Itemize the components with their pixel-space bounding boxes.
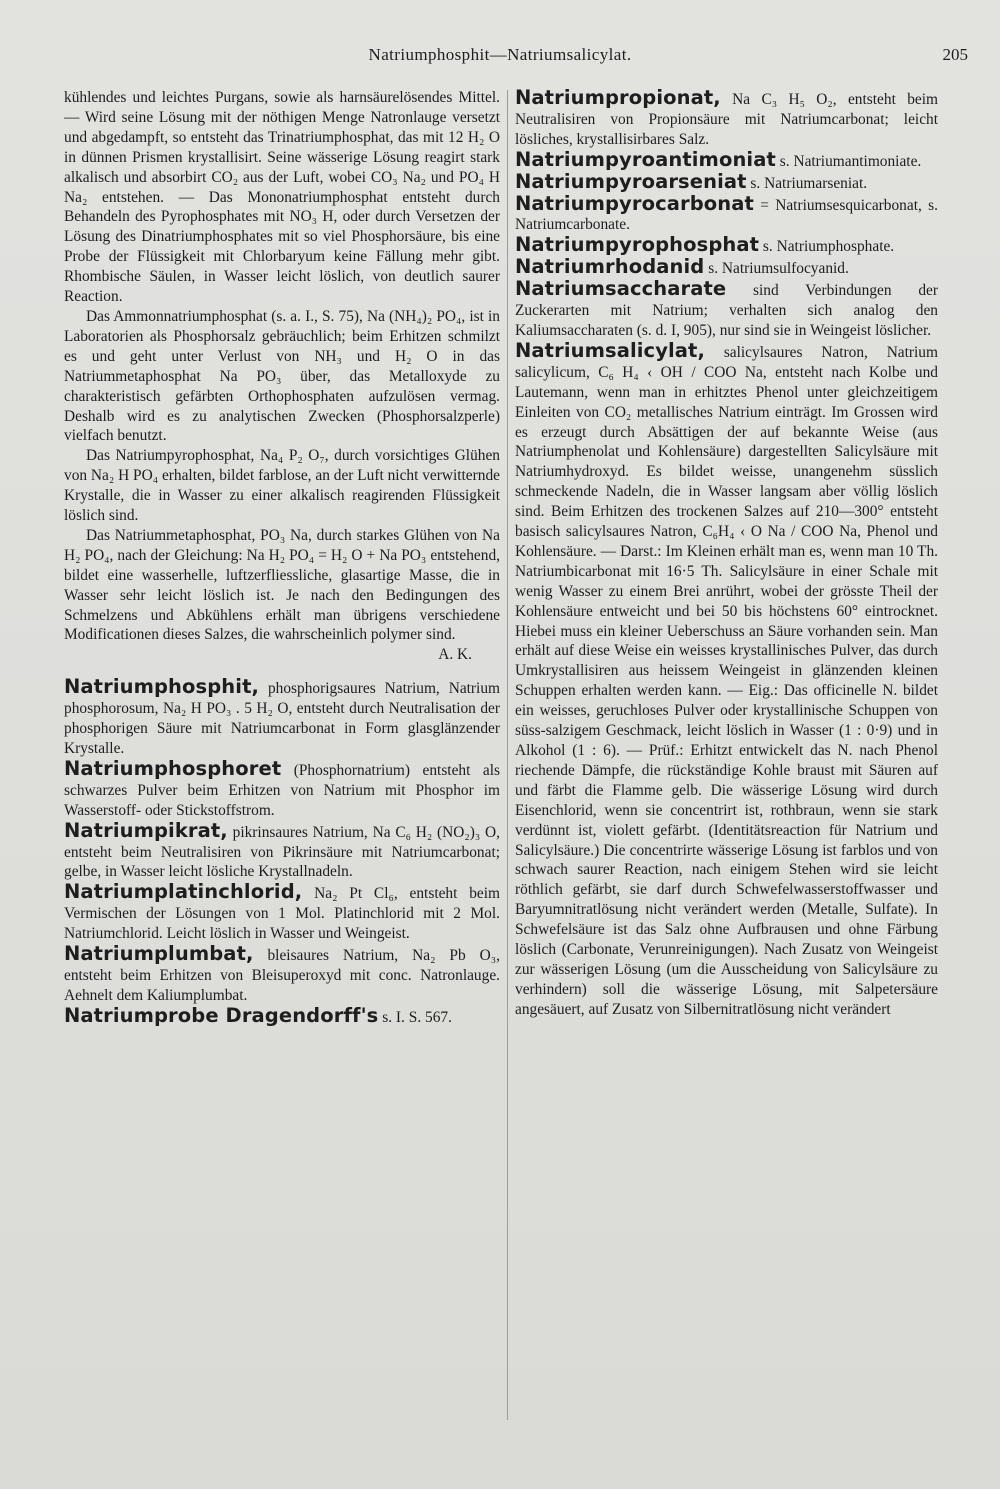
entry-headword: Natriumpropionat, [515, 88, 721, 109]
entry-body: pikrinsaures Natrium, Na C₆ H₂ (NO₂)₃ O, entsteht beim Neutralisiren von Pikrinsäure mit Natriumcarbonat; gelbe, in Wasser leicht lösliche Krystallnadeln. [64, 823, 500, 881]
entry-body: s. Natriumsulfocyanid. [708, 260, 849, 278]
entry-headword: Natriumpyroantimoniat [515, 147, 776, 171]
entry-natriumsalicylat [515, 338, 938, 1020]
paragraph-natriummetaphosphat: Das Natriummetaphosphat, PO₃ Na, durch starkes Glühen von Na H₂ PO₄, nach der Gleichung: Na H₂ PO₄ = H₂ O + Na PO₃ entstehend, bildet eine wasserhelle, luftzerfliessliche, glasartige Masse, die in Wasser sehr leicht löslich ist. Je nach den Bedingungen des Schmelzens und Abkühlens erhält man übrigens verschiedene Modificationen dieses Salzes, die wahrscheinlich polymer sind. [64, 526, 500, 644]
entry-natriumpyroarseniat [515, 169, 938, 194]
entry-headword: Natriumplumbat, [64, 942, 254, 966]
entry-natriumrhodanid [515, 257, 938, 279]
entry-natriumpyrophosphat [515, 235, 938, 257]
page-number: 205 [942, 45, 968, 64]
entry-body: s. Natriumantimoniate. [779, 152, 922, 170]
entry-headword: Natriumplatinchlorid, [64, 880, 303, 904]
entry-body: = Natriumsesquicarbonat, s. Natriumcarbonate. [515, 196, 938, 234]
entry-body: (Phosphornatrium) entsteht als schwarzes Pulver beim Erhitzen von Natrium mit Phosphor im Wasserstoff- oder Stickstoffstrom. [64, 761, 500, 819]
entry-body: s. Natriumphosphate. [762, 238, 895, 256]
entry-natriumplumbat [64, 944, 500, 1006]
entry-body: Na C₃ H₅ O₂, entsteht beim Neutralisiren von Propionsäure mit Natriumcarbonat; leicht lösliches, krystallisirbares Salz. [515, 91, 938, 148]
entry-headword: Natriumrhodanid [515, 255, 705, 279]
entry-body: bleisaures Natrium, Na₂ Pb O₃, entsteht beim Erhitzen von Bleisuperoxyd mit conc. Natronlauge. Aehnelt dem Kaliumplumbat. [64, 947, 500, 1004]
column-divider [507, 90, 508, 1420]
entry-body: s. I. S. 567. [382, 1008, 452, 1026]
entry-natriumprobe [64, 1003, 500, 1028]
paragraph-ammonnatriumphosphat: Das Ammonnatriumphosphat (s. a. I., S. 75), Na (NH₄)₂ PO₄, ist in Laboratorien als Phosphorsalz gebräuchlich; beim Erhitzen schmilzt es und geht unter Verlust von NH₃ und H₂ O in das Natriummetaphosphat Na PO₃ über, das Metalloxyde zu charakteristisch gefärbten Orthophosphaten aufzulösen vermag. Deshalb wird es zu analytischen Zwecken (Phosphorsalzperle) vielfach benutzt. [64, 307, 500, 445]
entry-body: s. Natriumarseniat. [750, 174, 868, 192]
running-title: Natriumphosphit—Natriumsalicylat. [368, 45, 632, 64]
entry-headword: Natriumphosphoret [64, 756, 282, 780]
paragraph-natriumpyrophosphat: Das Natriumpyrophosphat, Na₄ P₂ O₇, durch vorsichtiges Glühen von Na₂ H PO₄ erhalten, bildet farblose, an der Luft nicht verwitternde Krystalle, die in Wasser zu einer alkalisch reagirenden Flüssigkeit löslich sind. [64, 447, 500, 525]
entry-headword: Natriumpyrophosphat [515, 233, 760, 257]
entry-natriumpikrat [64, 818, 500, 883]
entry-natriumphosphit [64, 677, 500, 759]
entry-headword: Natriumpikrat, [64, 818, 228, 842]
entry-headword: Natriumprobe Dragendorff's [64, 1003, 379, 1027]
entry-natriumsaccharate [515, 279, 938, 341]
entry-natriumpyrocarbonat [515, 191, 938, 236]
entry-headword: Natriumsaccharate [515, 277, 727, 301]
entry-natriumplatinchlorid [64, 882, 500, 944]
author-signature: A. K. [438, 646, 472, 664]
entry-headword: Natriumpyroarseniat [515, 169, 747, 193]
entry-natriumpropionat [515, 88, 938, 150]
entry-natriumphosphoret [64, 756, 500, 821]
entry-headword: Natriumpyrocarbonat [515, 191, 754, 215]
right-column [515, 88, 938, 1428]
entry-body: sind Verbindungen der Zuckerarten mit Natrium; verhalten sich analog den Kaliumsaccharaten (s. d. I, 905), nur sind sie in Weingeist löslicher. [515, 282, 938, 339]
paragraph-trinatriumphosphat: kühlendes und leichtes Purgans, sowie als harnsäurelösendes Mittel. — Wird seine Lösung mit der nöthigen Menge Natronlauge versetzt und abgedampft, so entsteht das Trinatriumphosphat, das mit 12 H₂ O in dünnen Prismen krystallisirt. Seine wässerige Lösung reagirt stark alkalisch und absorbirt CO₂ aus der Luft, wobei CO₃ Na₂ und PO₄ H Na₂ entstehen. — Das Mononatriumphosphat entsteht durch Behandeln des Pyrophosphates mit NO₃ H, oder durch Versetzen der Lösung des Dinatriumphosphates mit so viel Phosphorsäure, bis eine Probe der Flüssigkeit mit Chlorbaryum keine Fällung mehr gibt. Rhombische Säulen, in Wasser leicht löslich, von deutlich saurer Reaction. [64, 89, 500, 306]
page-header [0, 45, 1000, 71]
entry-natriumpyroantimoniat [515, 147, 938, 172]
entry-headword: Natriumsalicylat, [515, 338, 705, 362]
entry-body: salicylsaures Natron, Natrium salicylicum, C₆ H₄ ‹ OH / COO Na, entsteht nach Kolbe und Lautemann, wenn man in erhitztes Phenol unter gleichzeitigem Einleiten von CO₂ metallisches Natrium einträgt. Im Grossen wird es erzeugt durch Absättigen der auf bekannte Weise (aus Natriumphenolat und Kohlensäure) dargestellten Salicylsäure mit Natriumhydroxyd. Es bildet weisse, unangenehm süsslich schmeckende Nadeln, die in Wasser langsam aber völlig löslich sind. Beim Erhitzen des trockenen Salzes auf 210—300° entsteht basisch salicylsaures Natron, C₆H₄ ‹ O Na / COO Na, Phenol und Kohlensäure. — Darst.: Im Kleinen erhält man es, wenn man 10 Th. Natriumbicarbonat mit 16·5 Th. Salicylsäure in einer Schale mit wenig Wasser zu einem Brei anrührt, wobei der grösste Theil der Kohlensäure entweicht und bei 50 bis höchstens 60° eintrocknet. Hiebei muss ein kleiner Ueberschuss an Säure vorhanden sein. Man erhält auf diese Weise ein weisses krystallinisches Pulver, das durch Umkrystallisiren aus heissem Weingeist in glänzenden kleinen Schuppen erhalten werden kann. — Eig.: Das officinelle N. bildet ein weisses, geruchloses Pulver oder krystallinische Schuppen von süss-salzigem Geschmack, leicht löslich in Wasser (1 : 0·9) und in Alkohol (1 : 6). — Prüf.: Erhitzt entwickelt das N. nach Phenol riechende Dämpfe, die rückständige Kohle braust mit Säuren auf und färbt die Flamme gelb. Die wässerige Lösung wird durch Eisenchlorid, wenn sie concentrirt ist, rothbraun, wenn sie stark verdünnt ist, violett gefärbt. (Identitätsreaction für Natrium und Salicylsäure.) Die concentrirte wässerige Lösung ist farblos und von schwach saurer Reaction, nach einigem Stehen wird sie leicht röthlich gefärbt, sie darf durch Schwefelwasserstoffwasser und Baryumnitratlösung nicht verändert werden (Metalle, Sulfate). In Schwefelsäure ist das Salz ohne Aufbrausen und ohne Färbung löslich (Carbonate, Verunreinigungen). Nach Zusatz von Weingeist zur wässerigen Lösung (um die Ausscheidung von Salicylsäure zu verhindern) soll die wässerige Lösung, mit Salpetersäure angesäuert, auf Zusatz von Silbernitratlösung nicht verändert [515, 343, 938, 1018]
entry-headword: Natriumphosphit, [64, 675, 260, 699]
entry-body: Na₂ Pt Cl₆, entsteht beim Vermischen der Lösungen von 1 Mol. Platinchlorid mit 2 Mol. Natriumchlorid. Leicht löslich in Wasser und Weingeist. [64, 885, 500, 943]
left-column [64, 88, 500, 1428]
entry-body: phosphorigsaures Natrium, Natrium phosphorosum, Na₂ H PO₃ . 5 H₂ O, entsteht durch Neutralisation der phosphorigen Säure mit Natriumcarbonat in Form glasglänzender Krystalle. [64, 680, 500, 757]
